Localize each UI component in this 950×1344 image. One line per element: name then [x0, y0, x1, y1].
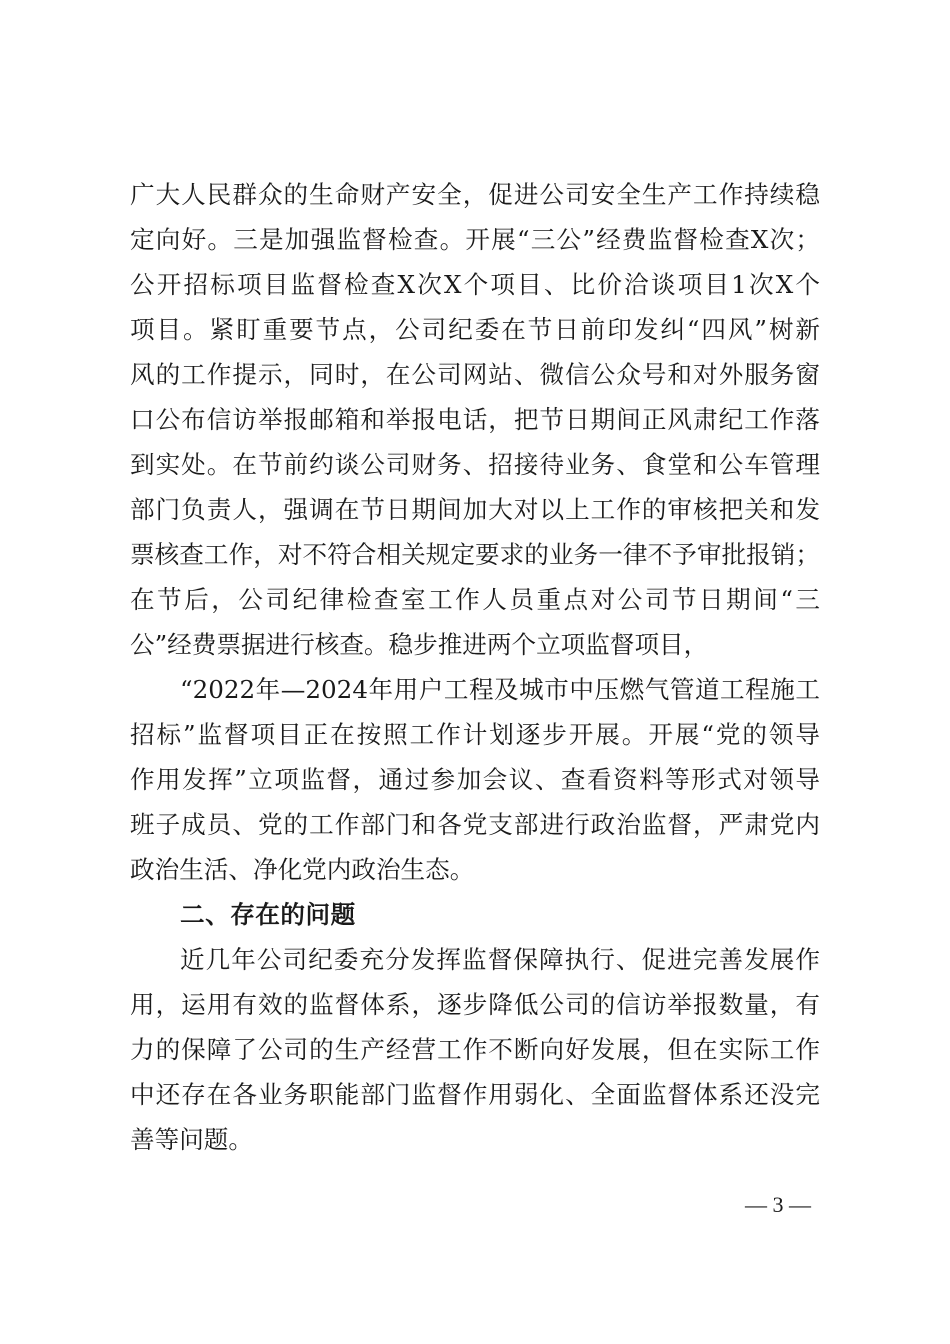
- section-heading: 二、存在的问题: [180, 900, 356, 929]
- text-line: 定向好。三是加强监督检查。开展“三公”经费监督检查X次；: [130, 225, 820, 254]
- text-line: 作用发挥”立项监督，通过参加会议、查看资料等形式对领导: [130, 765, 820, 794]
- text-line: 善等问题。: [130, 1125, 253, 1154]
- text-line: 用，运用有效的监督体系，逐步降低公司的信访举报数量，有: [130, 990, 820, 1019]
- page-number: — 3 —: [745, 1192, 811, 1217]
- text-line: 广大人民群众的生命财产安全，促进公司安全生产工作持续稳: [130, 180, 820, 209]
- text-line: 公”经费票据进行核查。稳步推进两个立项监督项目，: [130, 630, 709, 659]
- paragraph-first-line: “2022年—2024年用户工程及城市中压燃气管道工程施工: [180, 675, 820, 704]
- text-line: 公开招标项目监督检查X次X个项目、比价洽谈项目1次X个: [130, 270, 820, 299]
- text-line: 力的保障了公司的生产经营工作不断向好发展，但在实际工作: [130, 1035, 820, 1064]
- text-line: 政治生活、净化党内政治生态。: [130, 855, 475, 884]
- text-line: 口公布信访举报邮箱和举报电话，把节日期间正风肃纪工作落: [130, 405, 820, 434]
- text-line: 在节后，公司纪律检查室工作人员重点对公司节日期间“三: [130, 585, 820, 614]
- text-line: 风的工作提示，同时，在公司网站、微信公众号和对外服务窗: [130, 360, 820, 389]
- text-line: 到实处。在节前约谈公司财务、招接待业务、食堂和公车管理: [130, 450, 820, 479]
- body-text: [130, 172, 820, 1162]
- paragraph-first-line: 近几年公司纪委充分发挥监督保障执行、促进完善发展作: [180, 945, 820, 974]
- text-line: 项目。紧盯重要节点，公司纪委在节日前印发纠“四风”树新: [130, 315, 820, 344]
- text-line: 中还存在各业务职能部门监督作用弱化、全面监督体系还没完: [130, 1080, 820, 1109]
- text-line: 招标”监督项目正在按照工作计划逐步开展。开展“党的领导: [130, 720, 820, 749]
- text-line: 班子成员、党的工作部门和各党支部进行政治监督，严肃党内: [130, 810, 820, 839]
- text-line: 票核查工作，对不符合相关规定要求的业务一律不予审批报销；: [130, 540, 820, 569]
- text-line: 部门负责人，强调在节日期间加大对以上工作的审核把关和发: [130, 495, 820, 524]
